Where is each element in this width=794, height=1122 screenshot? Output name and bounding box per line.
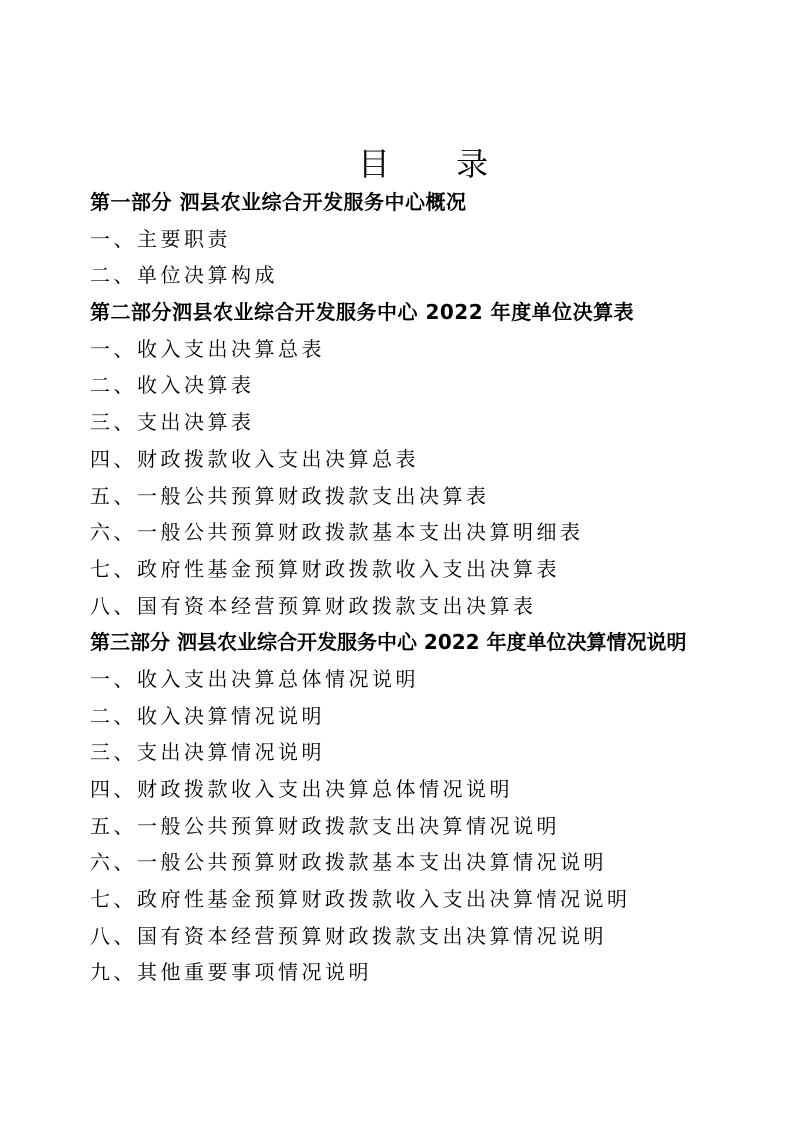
toc-item: 五、一般公共预算财政拨款支出决算情况说明	[90, 813, 560, 838]
toc-item: 二、收入决算表	[90, 373, 255, 398]
toc-item: 七、政府性基金预算财政拨款收入支出决算表	[90, 556, 560, 581]
toc-item: 四、财政拨款收入支出决算总表	[90, 446, 419, 471]
page-title: 目 录	[357, 145, 517, 183]
toc-item: 九、其他重要事项情况说明	[90, 960, 372, 985]
toc-part-3: 第三部分 泗县农业综合开发服务中心 2022 年度单位决算情况说明	[90, 630, 687, 655]
toc-item: 五、一般公共预算财政拨款支出决算表	[90, 483, 490, 508]
table-of-contents	[90, 184, 790, 991]
toc-item: 八、国有资本经营预算财政拨款支出决算情况说明	[90, 923, 607, 948]
toc-item: 八、国有资本经营预算财政拨款支出决算表	[90, 593, 537, 618]
toc-item: 一、收入支出决算总表	[90, 336, 325, 361]
toc-item: 三、支出决算表	[90, 410, 255, 435]
toc-part-2: 第二部分泗县农业综合开发服务中心 2022 年度单位决算表	[90, 300, 635, 325]
toc-item: 四、财政拨款收入支出决算总体情况说明	[90, 777, 513, 801]
toc-item: 三、支出决算情况说明	[90, 740, 325, 765]
toc-item: 六、一般公共预算财政拨款基本支出决算明细表	[90, 520, 584, 545]
toc-item: 一、主要职责	[90, 226, 231, 251]
toc-part-1: 第一部分 泗县农业综合开发服务中心概况	[90, 190, 467, 214]
toc-item: 七、政府性基金预算财政拨款收入支出决算情况说明	[90, 887, 631, 912]
toc-item: 二、单位决算构成	[90, 263, 278, 288]
toc-item: 一、收入支出决算总体情况说明	[90, 666, 419, 691]
toc-item: 二、收入决算情况说明	[90, 703, 325, 728]
toc-item: 六、一般公共预算财政拨款基本支出决算情况说明	[90, 850, 607, 875]
